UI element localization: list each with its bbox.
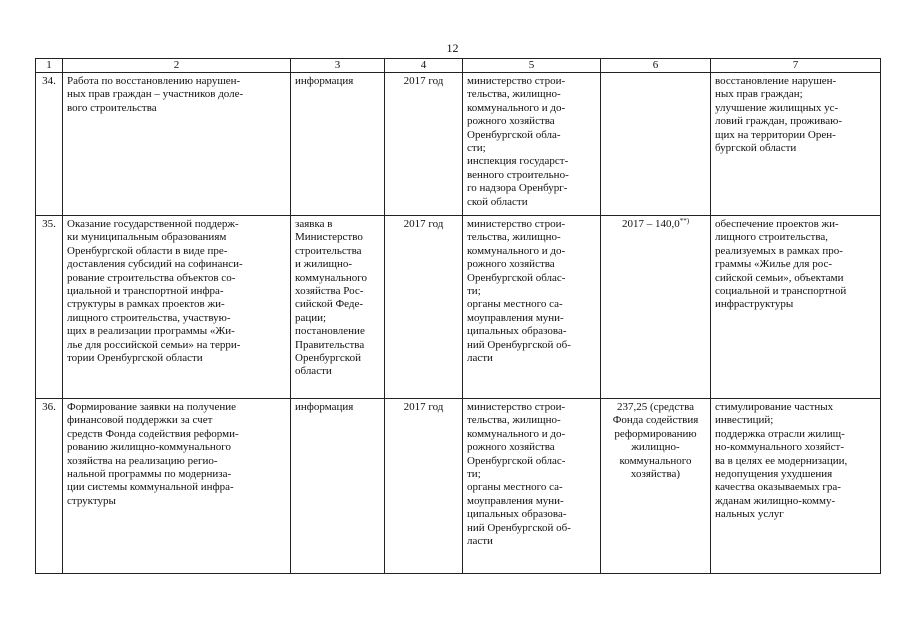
measure-cell: Формирование заявки на получение финансовой поддержки за счет средств Фонда содействия реформи- рованию жилищно-коммунального хозяйства на реализацию регио- нальной программы по модерниза- ции системы коммунальной инфра- структуры — [63, 399, 291, 574]
result-cell: восстановление нарушен- ных прав граждан; улучшение жилищных ус- ловий граждан, проживаю- щих на территории Орен- бургской области — [711, 73, 881, 216]
financing-cell — [601, 216, 711, 399]
footnote-mark: **) — [679, 217, 690, 225]
table-row — [36, 216, 881, 399]
result-cell: стимулирование частных инвестиций; поддержка отрасли жилищ- но-коммунального хозяйст- ва в целях ее модернизации, недопущения ухудшения качества оказываемых гра- жданам жилищно-комму- нальных услуг — [711, 399, 881, 574]
header-col-4: 4 — [385, 59, 463, 73]
page-number: 12 — [446, 41, 459, 55]
deadline-cell: 2017 год — [385, 399, 463, 574]
measure-cell: Оказание государственной поддерж- ки муниципальным образованиям Оренбургской области в виде пре- доставления субсидий на софинанси- рование строительства объектов со- циальной и транспортной инфра- структуры в рамках проектов жи- лищного строительства, участвую- щих в реализации программы «Жи- лье для российской семьи» на терри- тории Оренбургской области — [63, 216, 291, 399]
header-col-2: 2 — [63, 59, 291, 73]
header-col-3: 3 — [291, 59, 385, 73]
document-cell: заявка в Министерство строительства и жилищно- коммунального хозяйства Рос- сийской Феде- рации; постановление Правительства Оренбургской области — [291, 216, 385, 399]
table-row — [36, 73, 881, 216]
financing-cell: 237,25 (средства Фонда содействия реформированию жилищно- коммунального хозяйства) — [601, 399, 711, 574]
result-cell: обеспечение проектов жи- лищного строительства, реализуемых в рамках про- граммы «Жилье для рос- сийской семьи», объектами социальной и транспортной инфраструктуры — [711, 216, 881, 399]
header-row — [36, 59, 881, 73]
executors-cell: министерство строи- тельства, жилищно- коммунального и до- рожного хозяйства Оренбургской облас- ти; органы местного са- моуправления муни- ципальных образова- ний Оренбургской об- ласти — [463, 399, 601, 574]
executors-cell: министерство строи- тельства, жилищно- коммунального и до- рожного хозяйства Оренбургской облас- ти; органы местного са- моуправления муни- ципальных образова- ний Оренбургской об- ласти — [463, 216, 601, 399]
header-col-7: 7 — [711, 59, 881, 73]
measure-cell: Работа по восстановлению нарушен- ных прав граждан – участников доле- вого строительства — [63, 73, 291, 216]
header-col-1: 1 — [36, 59, 63, 73]
deadline-cell: 2017 год — [385, 73, 463, 216]
header-col-5: 5 — [463, 59, 601, 73]
document-cell: информация — [291, 399, 385, 574]
measures-table — [35, 58, 881, 574]
row-number: 35. — [36, 216, 63, 399]
header-col-6: 6 — [601, 59, 711, 73]
document-cell: информация — [291, 73, 385, 216]
table-row — [36, 399, 881, 574]
financing-cell — [601, 73, 711, 216]
row-number: 36. — [36, 399, 63, 574]
financing-value: 2017 – 140,0 — [621, 218, 680, 230]
deadline-cell: 2017 год — [385, 216, 463, 399]
row-number: 34. — [36, 73, 63, 216]
executors-cell: министерство строи- тельства, жилищно- коммунального и до- рожного хозяйства Оренбургской обла- сти; инспекция государст- венного строительно- го надзора Оренбург- ской области — [463, 73, 601, 216]
